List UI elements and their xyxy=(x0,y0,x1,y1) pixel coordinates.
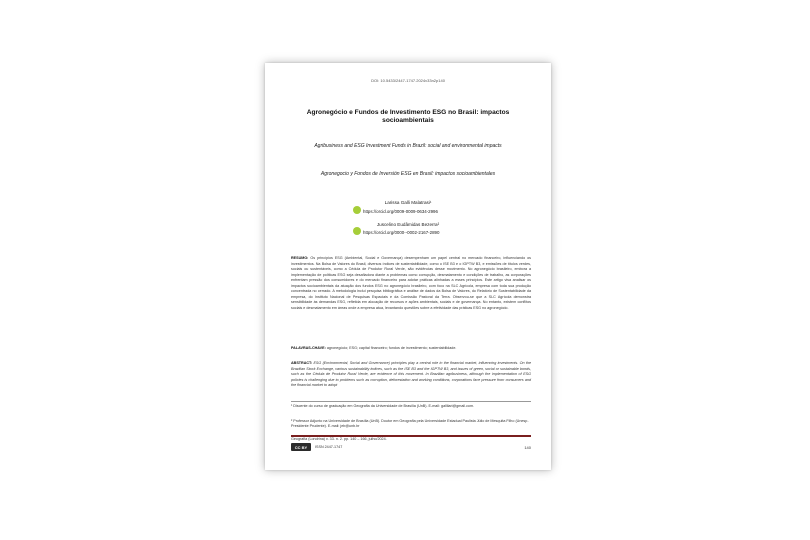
resumo-text: Os princípios ESG (Ambiental, Social e Governança) desempenham um papel central no mercado financeiro, influenciando os investimentos. Na Bolsa de Valores do Brasil, diversos índices de sustentabilidade, como o ISE B3 e o IGPTW B3, e emissões de títulos verdes, sociais ou sustentáveis, como a Cédula de Produtor Rural Verde, são evidências desse movimento. No agronegócio brasileiro, embora a implementação de políticas ESG seja desafiadora diante a problemas como corrupção, desmatamento e condições de trabalho, as corporações enfrentam pressão dos consumidores e do mercado financeiro para adotar práticas alinhadas a esses princípios. Este artigo visa analisar os impactos socioambientais da atuação dos fundos ESG no agronegócio brasileiro, com foco na SLC Agrícola, empresa com toda sua produção concentrada no cerrado. A metodologia inclui pesquisa bibliográfica e análise de dados da Bolsa de Valores, do Relatório de Sustentabilidade da empresa, do Instituto Nacional de Pesquisas Espaciais e da Comissão Pastoral da Terra. Observou-se que a SLC Agrícola demonstra sensibilidade às demandas ESG, refletida em alocação de recursos e ações ambientais, sociais e de governança. No entanto, existem conflitos sociais e desmatamento em áreas onde a empresa atua, levantando questões sobre a efetividade das práticas ESG no agronegócio. xyxy=(291,256,532,310)
title-spanish: Agronegocio y Fondos de Inversión ESG en Brasil: impactos socioambientales xyxy=(320,171,496,177)
author-name: Juscelino Eudâmidas Bezerra² xyxy=(376,222,440,227)
resumo-label: RESUMO: xyxy=(291,256,309,260)
doi: DOI: 10.5433/2447-1747.2024v33n2p140 xyxy=(371,78,445,83)
footnote: ² Professor Adjunto na Universidade de Brasília (UnB). Doutor em Geografia pela Universidade Estadual Paulista Júlio de Mesquita Filho (Unesp-Presidente Prudente). E-mail: jeb@unb.br xyxy=(291,419,529,429)
abstract-label: ABSTRACT: xyxy=(291,361,313,365)
author-orcid[interactable] xyxy=(353,228,439,236)
author-name: Larissa Galli Malatrasi¹ xyxy=(384,200,432,205)
footnote-separator xyxy=(291,401,531,402)
abstract-text: ESG (Environmental, Social and Governance) principles play a central role in the financial market, influencing investments. On the Brazilian Stock Exchange, various sustainability indices, such as the ISE B3 and the IGPTW B3, and issues of green, social or sustainable bonds, such as the Cédula de Produtor Rural Verde, are evidence of this movement. In Brazilian agribusiness, although the implementation of ESG policies is challenging due to problems such as corruption, deforestation and working conditions, corporations face pressure from consumers and the financial market to adopt xyxy=(291,361,532,387)
orcid-link[interactable]: https://orcid.org/0000--0002-2167-2890 xyxy=(363,229,440,235)
author-orcid[interactable] xyxy=(353,207,438,215)
footnote: ¹ Discente do curso de graduação em Geografia da Universidade de Brasília (UnB). E-mail: gallilari@gmail.com. xyxy=(291,404,475,408)
orcid-link[interactable]: https://orcid.org/0009-0009-0634-2996 xyxy=(363,208,438,214)
keywords-label: PALAVRAS-CHAVE: xyxy=(291,346,326,350)
document-page xyxy=(265,63,551,470)
orcid-icon xyxy=(353,206,361,214)
abstract-paragraph xyxy=(291,361,531,389)
title-english: Agribusiness and ESG Investment Funds in Brazil: social and environmental impacts xyxy=(314,143,502,149)
cc-license-badge[interactable]: CC BY xyxy=(291,443,311,451)
journal-citation: Geografia (Londrina) v. 33. n. 2. pp. 140 – 166, julho/2024. xyxy=(291,437,387,441)
article-title: Agronegócio e Fundos de Investimento ESG no Brasil: impactos socioambientais xyxy=(306,109,510,124)
keywords-paragraph xyxy=(291,346,531,352)
page-number: 140 xyxy=(524,445,531,450)
orcid-icon xyxy=(353,227,361,235)
keywords-text: agronegócio; ESG; capital financeiro; fundos de investimento; sustentabilidade. xyxy=(326,346,457,350)
issn: ISSN 2447-1747 xyxy=(315,445,343,449)
resumo-paragraph xyxy=(291,256,531,311)
